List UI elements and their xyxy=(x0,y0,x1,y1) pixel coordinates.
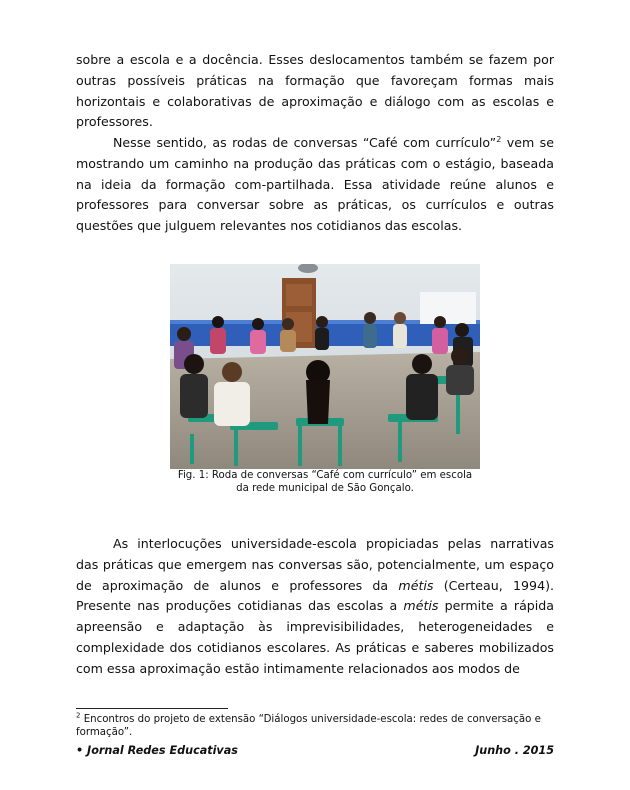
figure-photo xyxy=(170,264,480,469)
paragraph-3-text-a: As interlocuções universidade-escola propiciadas pelas narrativas das práticas que emergem nas conversas são, potencialmente, um espaço de aproximação de alunos e professores da xyxy=(76,536,554,593)
footnote-2 xyxy=(76,713,556,739)
paragraph-3-italic-metis-1: métis xyxy=(398,577,434,593)
figure-caption xyxy=(164,470,486,495)
figure-caption-line-2: da rede municipal de São Gonçalo. xyxy=(236,482,414,494)
paragraph-1 xyxy=(76,50,554,133)
paragraph-2 xyxy=(76,133,554,237)
figure-caption-line-1: Fig. 1: Roda de conversas “Café com currículo” em escola xyxy=(177,470,473,481)
paragraph-2-text-b: vem se mostrando um caminho na produção das práticas com o estágio, baseada na ideia da formação com-partilhada. Essa atividade reúne alunos e professores para conversar sobre as práticas, os currículos e outras questões que julguem relevantes nos cotidianos das escolas. xyxy=(76,135,554,234)
footnote-number: 2 xyxy=(76,711,81,720)
paragraph-3 xyxy=(76,534,554,680)
paragraph-1-text: sobre a escola e a docência. Esses deslocamentos também se fazem por outras possíveis práticas na formação que favoreçam formas mais horizontais e colaborativas de aproximação e diálogo com as escolas e professores. xyxy=(76,52,554,130)
footer-journal-name: • Jornal Redes Educativas xyxy=(76,744,238,757)
footnote-divider xyxy=(76,708,228,709)
footnote-text: Encontros do projeto de extensão “Diálogos universidade-escola: redes de conversação e formação”. xyxy=(76,714,541,738)
photo-conversation-circle xyxy=(170,264,480,469)
footnote-ref-2[interactable]: 2 xyxy=(496,134,502,144)
paragraph-3-italic-metis-2: métis xyxy=(403,598,439,614)
footer-issue-date: Junho . 2015 xyxy=(475,744,554,757)
paragraph-3-text-c: permite a rápida apreensão e adaptação às imprevisibilidades, heterogeneidades e complexidade dos cotidianos escolares. As práticas e saberes mobilizados com essa aproximação estão intimamente relacionados aos modos de xyxy=(76,598,555,676)
paragraph-3-text-b: (Certeau, 1994). Presente nas produções cotidianas das escolas a xyxy=(76,577,554,614)
paragraph-2-text-a: Nesse sentido, as rodas de conversas “Café com currículo” xyxy=(113,135,497,150)
